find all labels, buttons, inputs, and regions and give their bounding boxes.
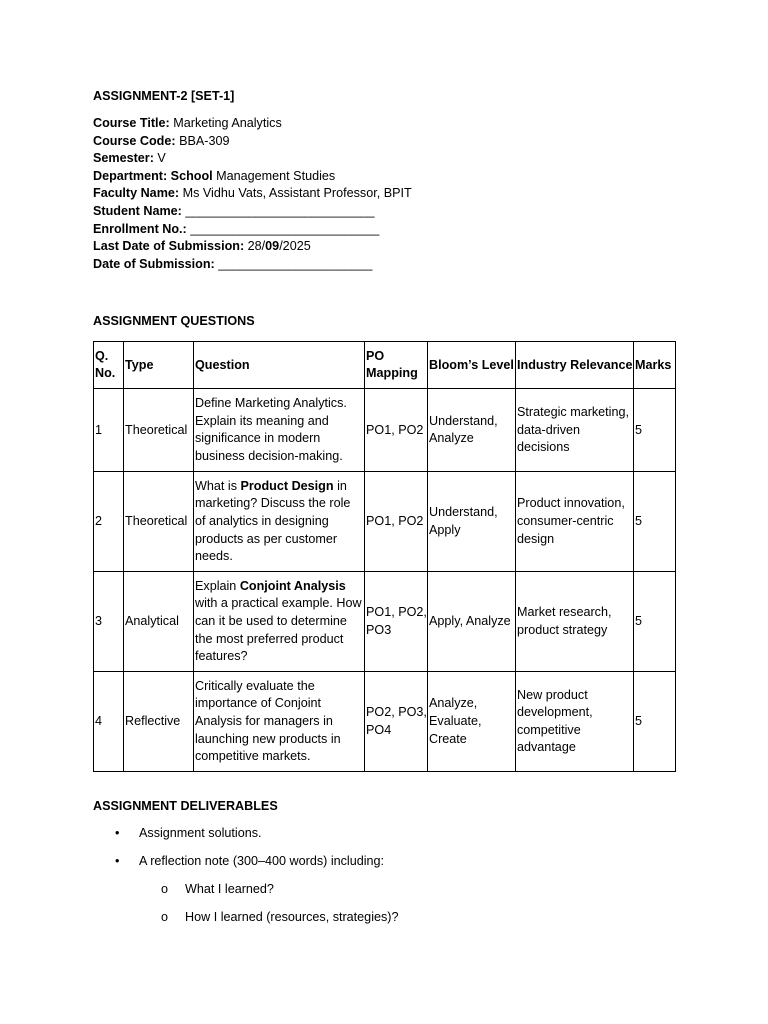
table-row xyxy=(94,672,676,772)
cell-type: Analytical xyxy=(124,572,194,672)
cell-marks: 5 xyxy=(634,389,676,472)
cell-po-mapping: PO1, PO2 xyxy=(365,389,428,472)
cell-blooms-level: Apply, Analyze xyxy=(428,572,516,672)
cell-qno: 2 xyxy=(94,472,124,572)
cell-question: Critically evaluate the importance of Conjoint Analysis for managers in launching new products in competitive markets. xyxy=(194,672,365,772)
sub-bullet-icon: o xyxy=(161,882,169,897)
course-code-line xyxy=(93,133,693,151)
student-name-blank: ___________________________ xyxy=(181,203,375,218)
table-row xyxy=(94,472,676,572)
department-line xyxy=(93,168,693,186)
deliverables-list xyxy=(93,825,693,925)
semester-line xyxy=(93,150,693,168)
student-name-line xyxy=(93,203,693,221)
semester-label: Semester: xyxy=(93,151,154,166)
cell-question xyxy=(194,572,365,672)
question-text-pre: What is xyxy=(195,478,241,493)
sub-list-item-text: What I learned? xyxy=(185,882,274,897)
cell-blooms-level: Understand, Analyze xyxy=(428,389,516,472)
header-po-mapping: PO Mapping xyxy=(365,342,428,389)
reflection-sublist xyxy=(139,881,693,925)
cell-marks: 5 xyxy=(634,572,676,672)
enrollment-blank: ___________________________ xyxy=(186,221,380,236)
cell-blooms-level: Understand, Apply xyxy=(428,472,516,572)
course-title-value: Marketing Analytics xyxy=(169,116,282,130)
questions-heading: ASSIGNMENT QUESTIONS xyxy=(93,314,255,329)
sub-bullet-icon: o xyxy=(161,910,169,925)
last-date-value-2: /2025 xyxy=(279,239,311,254)
question-text-post: with a practical example. How can it be used to determine the most preferred product features? xyxy=(195,596,362,664)
student-name-label: Student Name: xyxy=(93,203,182,218)
cell-type: Theoretical xyxy=(124,389,194,472)
faculty-line xyxy=(93,185,693,203)
list-item-text: A reflection note (300–400 words) including: xyxy=(139,854,385,869)
course-code-value: BBA-309 xyxy=(175,133,230,148)
enrollment-label: Enrollment No.: xyxy=(93,221,187,236)
header-qno: Q. No. xyxy=(94,342,124,389)
course-title-label: Course Title: xyxy=(93,116,170,130)
list-item-text: Assignment solutions. xyxy=(139,826,262,841)
course-title-line xyxy=(93,115,693,133)
cell-po-mapping: PO1, PO2, PO3 xyxy=(365,572,428,672)
sub-list-item xyxy=(139,909,693,925)
semester-value: V xyxy=(153,151,166,166)
faculty-value: Ms Vidhu Vats, Assistant Professor, BPIT xyxy=(179,186,412,201)
faculty-label: Faculty Name: xyxy=(93,186,180,201)
course-code-label: Course Code: xyxy=(93,133,176,148)
header-question: Question xyxy=(194,342,365,389)
question-text-bold: Conjoint Analysis xyxy=(239,578,346,593)
last-date-label: Last Date of Submission: xyxy=(93,239,245,254)
sub-list-item xyxy=(139,881,693,897)
table-header-row xyxy=(94,342,676,389)
department-value: Management Studies xyxy=(212,168,336,183)
cell-qno: 1 xyxy=(94,389,124,472)
bullet-icon: • xyxy=(115,854,120,869)
table-row xyxy=(94,389,676,472)
cell-blooms-level: Analyze, Evaluate, Create xyxy=(428,672,516,772)
cell-type: Reflective xyxy=(124,672,194,772)
submission-date-label: Date of Submission: xyxy=(93,256,215,271)
cell-industry-relevance: Market research, product strategy xyxy=(516,572,634,672)
header-industry-relevance: Industry Relevance xyxy=(516,342,634,389)
cell-marks: 5 xyxy=(634,472,676,572)
cell-industry-relevance: Product innovation, consumer-centric design xyxy=(516,472,634,572)
cell-qno: 3 xyxy=(94,572,124,672)
question-text-post: in marketing? Discuss the role of analytics in designing products as per customer needs. xyxy=(195,478,351,564)
table-row xyxy=(94,572,676,672)
last-date-line xyxy=(93,238,693,256)
department-value-bold: School xyxy=(167,168,213,183)
cell-question xyxy=(194,472,365,572)
cell-type: Theoretical xyxy=(124,472,194,572)
questions-table xyxy=(93,341,676,772)
bullet-icon: • xyxy=(115,826,120,841)
sub-list-item-text: How I learned (resources, strategies)? xyxy=(185,910,399,925)
cell-po-mapping: PO1, PO2 xyxy=(365,472,428,572)
cell-question: Define Marketing Analytics. Explain its meaning and significance in modern business decision-making. xyxy=(194,389,365,472)
list-item xyxy=(93,853,693,925)
cell-industry-relevance: Strategic marketing, data-driven decisions xyxy=(516,389,634,472)
last-date-value-bold: 09 xyxy=(265,239,280,254)
assignment-title: ASSIGNMENT-2 [SET-1] xyxy=(93,89,235,103)
cell-po-mapping: PO2, PO3, PO4 xyxy=(365,672,428,772)
header-marks: Marks xyxy=(634,342,676,389)
deliverables-heading: ASSIGNMENT DELIVERABLES xyxy=(93,799,278,814)
assignment-page xyxy=(93,88,693,937)
submission-date-line xyxy=(93,256,693,274)
list-item xyxy=(93,825,693,841)
cell-marks: 5 xyxy=(634,672,676,772)
submission-date-blank: ______________________ xyxy=(214,256,373,271)
department-label: Department: xyxy=(93,168,168,183)
question-text-bold: Product Design xyxy=(240,478,334,493)
header-blooms-level: Bloom’s Level xyxy=(428,342,516,389)
enrollment-line xyxy=(93,221,693,239)
cell-industry-relevance: New product development, competitive advantage xyxy=(516,672,634,772)
cell-qno: 4 xyxy=(94,672,124,772)
course-meta xyxy=(93,115,693,273)
last-date-value-1: 28/ xyxy=(244,239,266,254)
header-type: Type xyxy=(124,342,194,389)
question-text-pre: Explain xyxy=(195,578,240,593)
